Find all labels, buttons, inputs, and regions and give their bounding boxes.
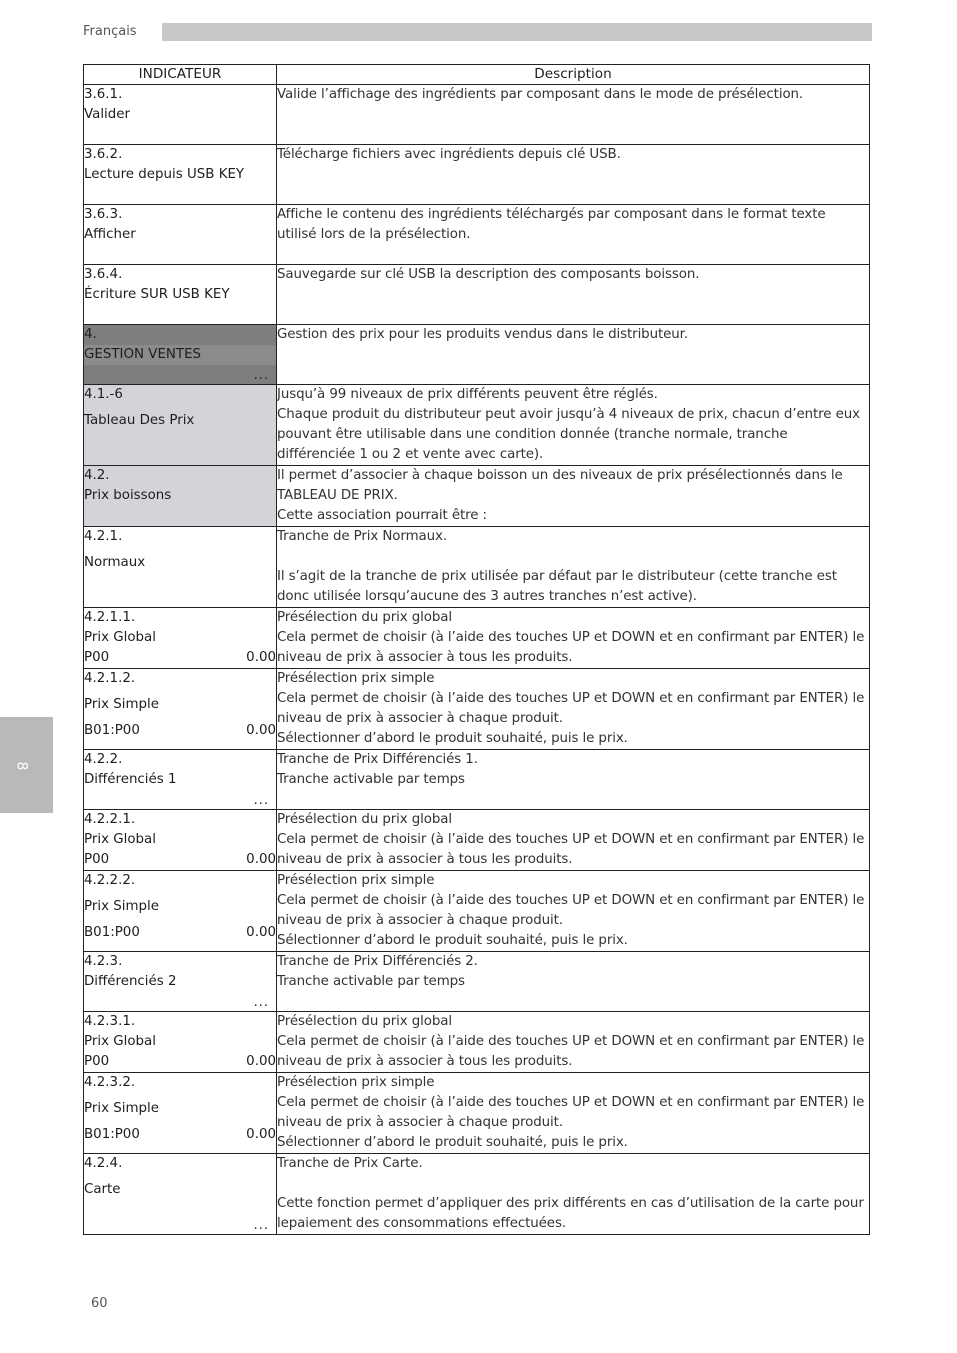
description-cell: [277, 385, 870, 466]
description-cell: [277, 205, 870, 265]
indicator-cell: [84, 325, 277, 385]
indicator-cell: [84, 608, 277, 669]
price-value: 0.00: [246, 852, 276, 867]
description-line: Cela permet de choisir (à l’aide des touches UP et DOWN et en confirmant par ENTER) le niveau de prix à associer à tous les produits.: [277, 832, 865, 867]
indicator-cell: [84, 527, 277, 608]
description-cell: [277, 1012, 870, 1073]
price-level-label: B01:P00: [84, 723, 140, 738]
description-line: Chaque produit du distributeur peut avoir jusqu’à 4 niveaux de prix, chacun d’entre eux pouvant être utilisable dans une condition donnée (tranche normale, tranche différenciée 1 ou 2 et vente avec carte).: [277, 407, 860, 462]
indicator-code: 3.6.4.: [84, 267, 123, 282]
price-level-label: P00: [84, 1054, 110, 1069]
indicator-code: 4.2.2.1.: [84, 812, 136, 827]
price-row: [84, 1125, 276, 1145]
indicator-cell: [84, 85, 277, 145]
column-header-indicator: INDICATEUR: [84, 65, 277, 85]
table-row: [84, 750, 870, 810]
table-row: [84, 669, 870, 750]
indicator-code: 4.2.3.1.: [84, 1014, 136, 1029]
indicator-cell: [84, 385, 277, 466]
indicator-name: Afficher: [84, 227, 136, 242]
price-value: 0.00: [246, 925, 276, 940]
description-line: Présélection du prix global: [277, 1014, 453, 1029]
submenu-ellipsis: ...: [253, 793, 269, 808]
description-line: Il permet d’associer à chaque boisson un des niveaux de prix présélectionnés dans le TABLEAU DE PRIX.: [277, 468, 843, 503]
price-level-label: B01:P00: [84, 925, 140, 940]
indicator-name: Prix Simple: [84, 697, 159, 712]
indicator-code: 4.2.3.: [84, 954, 123, 969]
description-line: Gestion des prix pour les produits vendus dans le distributeur.: [277, 327, 688, 342]
description-cell: [277, 85, 870, 145]
indicator-code: 4.2.1.2.: [84, 671, 136, 686]
price-value: 0.00: [246, 650, 276, 665]
description-line: Affiche le contenu des ingrédients téléchargés par composant dans le format texte utilisé lors de la présélection.: [277, 207, 826, 242]
indicator-name: Prix Global: [84, 630, 156, 645]
description-line: Jusqu’à 99 niveaux de prix différents peuvent être réglés.: [277, 387, 658, 402]
table-header-row: [84, 65, 870, 85]
table-row: [84, 608, 870, 669]
description-cell: [277, 527, 870, 608]
table-row: [84, 265, 870, 325]
indicator-cell: [84, 466, 277, 527]
indicator-name: Prix Global: [84, 832, 156, 847]
table-row: [84, 85, 870, 145]
description-cell: [277, 265, 870, 325]
indicator-cell: [84, 1154, 277, 1235]
indicator-name: Écriture SUR USB KEY: [84, 287, 230, 302]
indicator-name: Différenciés 2: [84, 974, 177, 989]
description-line: Cela permet de choisir (à l’aide des touches UP et DOWN et en confirmant par ENTER) le niveau de prix à associer à chaque produit.: [277, 893, 865, 928]
description-cell: [277, 1073, 870, 1154]
price-value: 0.00: [246, 1127, 276, 1142]
table-row: [84, 810, 870, 871]
indicator-name: Prix Simple: [84, 1101, 159, 1116]
table-row: [84, 1154, 870, 1235]
indicator-code: 4.2.3.2.: [84, 1075, 136, 1090]
description-cell: [277, 750, 870, 810]
table-row: [84, 952, 870, 1012]
table-row: [84, 325, 870, 385]
indicator-cell: [84, 871, 277, 952]
price-level-label: P00: [84, 852, 110, 867]
page-number: 60: [91, 1296, 108, 1311]
indicator-code: 4.: [84, 327, 97, 342]
description-cell: [277, 608, 870, 669]
indicator-cell: [84, 145, 277, 205]
table-row: [84, 1012, 870, 1073]
table-row: [84, 385, 870, 466]
header-bar: [162, 23, 872, 41]
indicator-cell: [84, 669, 277, 750]
description-line: Sélectionner d’abord le produit souhaité, puis le prix.: [277, 933, 628, 948]
description-line: Tranche de Prix Différenciés 2.: [277, 954, 478, 969]
indicator-name: Tableau Des Prix: [84, 413, 195, 428]
description-line: Tranche de Prix Différenciés 1.: [277, 752, 478, 767]
price-row: [84, 850, 276, 870]
price-row: [84, 648, 276, 668]
indicator-name: Normaux: [84, 555, 146, 570]
table-row: [84, 527, 870, 608]
indicator-name: Carte: [84, 1182, 121, 1197]
description-cell: [277, 325, 870, 385]
indicator-code: 4.2.4.: [84, 1156, 123, 1171]
submenu-ellipsis: ...: [253, 368, 269, 383]
indicator-cell: [84, 810, 277, 871]
indicator-code: 4.2.1.1.: [84, 610, 136, 625]
indicator-cell: [84, 265, 277, 325]
price-row: [84, 923, 276, 943]
price-row: [84, 1052, 276, 1072]
description-line: Cela permet de choisir (à l’aide des touches UP et DOWN et en confirmant par ENTER) le niveau de prix à associer à chaque produit.: [277, 1095, 865, 1130]
description-line: [277, 547, 869, 567]
description-line: Sélectionner d’abord le produit souhaité, puis le prix.: [277, 731, 628, 746]
description-cell: [277, 669, 870, 750]
price-level-label: B01:P00: [84, 1127, 140, 1142]
indicator-cell: [84, 205, 277, 265]
description-line: Tranche de Prix Carte.: [277, 1156, 423, 1171]
indicator-code: 3.6.2.: [84, 147, 123, 162]
description-line: Cela permet de choisir (à l’aide des touches UP et DOWN et en confirmant par ENTER) le niveau de prix à associer à tous les produits.: [277, 1034, 865, 1069]
description-line: Tranche activable par temps: [277, 772, 465, 787]
description-line: Il s’agit de la tranche de prix utilisée par défaut par le distributeur (cette tranche est donc utilisée lorsqu’aucune des 3 autres tranches n’est active).: [277, 569, 837, 604]
description-line: Télécharge fichiers avec ingrédients depuis clé USB.: [277, 147, 621, 162]
price-value: 0.00: [246, 1054, 276, 1069]
indicator-code: 3.6.1.: [84, 87, 123, 102]
description-line: Cela permet de choisir (à l’aide des touches UP et DOWN et en confirmant par ENTER) le niveau de prix à associer à tous les produits.: [277, 630, 865, 665]
description-cell: [277, 466, 870, 527]
submenu-ellipsis: ...: [253, 1218, 269, 1233]
indicator-name: Prix boissons: [84, 488, 172, 503]
indicator-name: Prix Global: [84, 1034, 156, 1049]
indicator-name: Prix Simple: [84, 899, 159, 914]
page-language-label: Français: [83, 24, 137, 39]
description-line: Sélectionner d’abord le produit souhaité, puis le prix.: [277, 1135, 628, 1150]
description-line: Tranche activable par temps: [277, 974, 465, 989]
description-line: Présélection prix simple: [277, 873, 435, 888]
indicator-code: 4.2.1.: [84, 529, 123, 544]
description-line: Présélection du prix global: [277, 812, 453, 827]
indicator-cell: [84, 952, 277, 1012]
price-value: 0.00: [246, 723, 276, 738]
submenu-ellipsis: ...: [253, 995, 269, 1010]
indicator-name: Lecture depuis USB KEY: [84, 167, 245, 182]
indicator-table: [83, 64, 870, 1235]
indicator-code: 4.2.2.2.: [84, 873, 136, 888]
indicator-name: Valider: [84, 107, 131, 122]
description-line: Cette fonction permet d’appliquer des prix différents en cas d’utilisation de la carte pour lepaiement des consommations effectuées.: [277, 1196, 864, 1231]
description-cell: [277, 810, 870, 871]
chapter-number: 8: [13, 761, 30, 771]
price-row: [84, 721, 276, 741]
column-header-description: Description: [277, 65, 870, 85]
description-line: Valide l’affichage des ingrédients par composant dans le mode de présélection.: [277, 87, 804, 102]
indicator-name: GESTION VENTES: [84, 347, 202, 362]
description-cell: [277, 145, 870, 205]
indicator-code: 3.6.3.: [84, 207, 123, 222]
indicator-code: 4.2.: [84, 468, 110, 483]
description-line: Tranche de Prix Normaux.: [277, 529, 447, 544]
table-row: [84, 871, 870, 952]
description-line: [277, 1174, 869, 1194]
price-level-label: P00: [84, 650, 110, 665]
table-row: [84, 145, 870, 205]
description-cell: [277, 952, 870, 1012]
indicator-code: 4.1.-6: [84, 387, 123, 402]
description-line: Cela permet de choisir (à l’aide des touches UP et DOWN et en confirmant par ENTER) le niveau de prix à associer à chaque produit.: [277, 691, 865, 726]
description-line: Cette association pourrait être :: [277, 508, 487, 523]
indicator-name: Différenciés 1: [84, 772, 177, 787]
indicator-cell: [84, 1073, 277, 1154]
indicator-cell: [84, 750, 277, 810]
table-row: [84, 205, 870, 265]
description-line: Présélection prix simple: [277, 1075, 435, 1090]
description-line: Sauvegarde sur clé USB la description des composants boisson.: [277, 267, 700, 282]
indicator-code: 4.2.2.: [84, 752, 123, 767]
table-row: [84, 1073, 870, 1154]
description-cell: [277, 871, 870, 952]
table-row: [84, 466, 870, 527]
description-line: Présélection du prix global: [277, 610, 453, 625]
indicator-cell: [84, 1012, 277, 1073]
description-line: Présélection prix simple: [277, 671, 435, 686]
description-cell: [277, 1154, 870, 1235]
